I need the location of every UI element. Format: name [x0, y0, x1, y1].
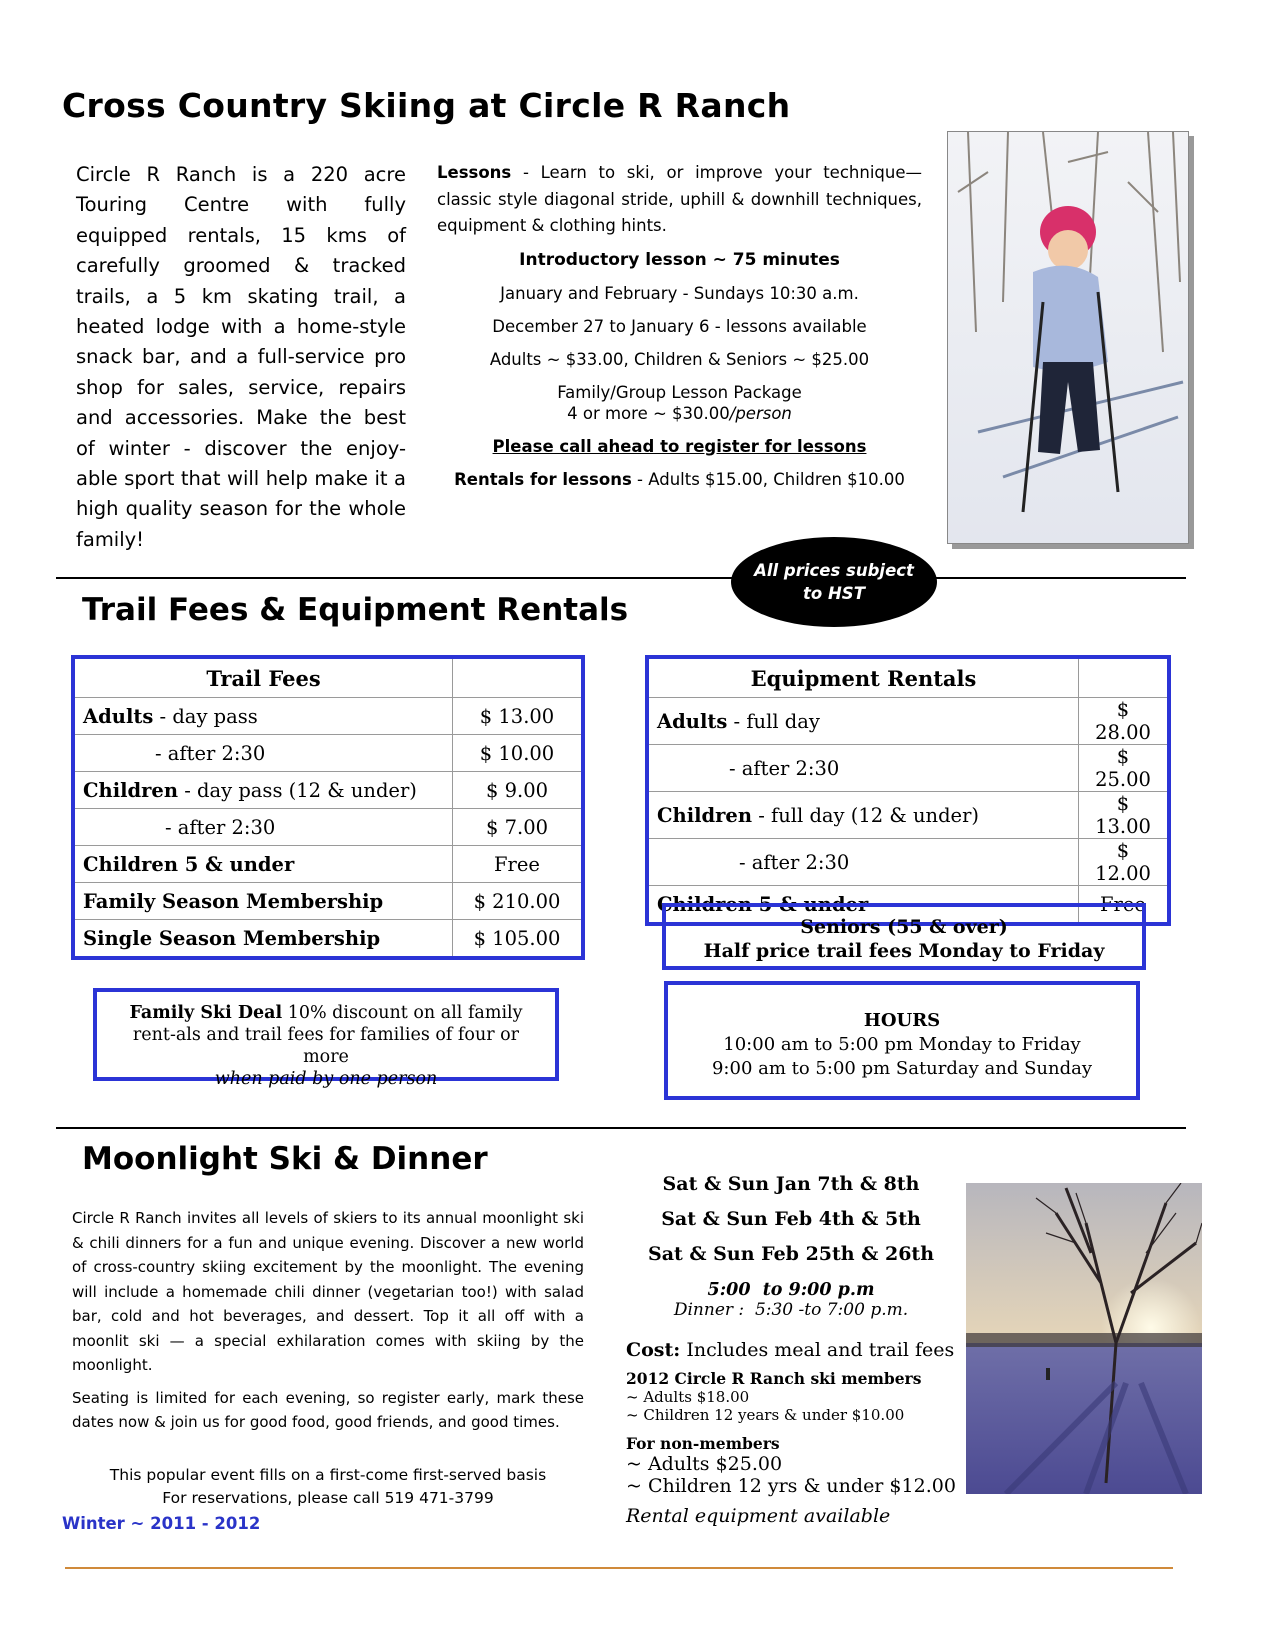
family-deal-label: Family Ski Deal	[129, 1003, 283, 1023]
table-row	[73, 772, 583, 809]
intro-lesson: Introductory lesson ~ 75 minutes	[519, 249, 840, 270]
dinner-time: Dinner : 5:30 -to 7:00 p.m.	[673, 1300, 909, 1320]
row-detail: - full day (12 & under)	[752, 803, 980, 827]
rentals-lessons-label: Rentals for lessons	[454, 469, 632, 489]
row-price: $ 13.00	[453, 698, 584, 735]
row-label: Adults	[657, 709, 728, 733]
event-time: 5:00 to 9:00 p.m	[707, 1280, 875, 1300]
non-members-title: For non-members	[626, 1434, 780, 1453]
table-row	[73, 735, 583, 772]
lesson-holiday: December 27 to January 6 - lessons available	[492, 316, 867, 336]
row-price: $ 28.00	[1079, 698, 1170, 745]
row-price: $ 13.00	[1079, 792, 1170, 839]
row-price: Free	[1079, 886, 1170, 925]
equipment-rentals-table	[645, 655, 1171, 926]
table-row	[647, 745, 1169, 792]
hst-line-1: All prices subject	[754, 561, 914, 580]
seniors-line-1: Seniors (55 & over)	[800, 916, 1008, 938]
hours-box	[664, 981, 1140, 1100]
moonlight-dates	[620, 1167, 962, 1320]
row-price: $ 10.00	[453, 735, 584, 772]
hours-weekday: 10:00 am to 5:00 pm Monday to Friday	[723, 1034, 1081, 1055]
footer-rule	[65, 1567, 1173, 1569]
row-label: Children	[83, 778, 179, 802]
row-price: $ 105.00	[453, 920, 584, 959]
reservation-note-2: For reservations, please call 519 471-3799	[162, 1489, 494, 1507]
table-row	[73, 883, 583, 920]
moonlight-para-2: Seating is limited for each evening, so register early, mark these dates now & join us for good food, good friends, and good times.	[72, 1388, 584, 1431]
intro-paragraph: Circle R Ranch is a 220 acre Touring Centre with fully equipped rentals, 15 kms of carefully groomed & tracked trails, a 5 km skating trail, a heated lodge with a home-style snack bar, and a full-service pro shop for sales, service, repairs and accessories. Make the best of winter - discover the enjoy-able sport that will help make it a high quality season for the whole family!	[76, 163, 406, 551]
row-price: Free	[453, 846, 584, 883]
row-label: Children	[657, 803, 753, 827]
footer-season: Winter ~ 2011 - 2012	[62, 1514, 261, 1533]
row-label: Children 5 & under	[657, 892, 869, 916]
section-divider	[56, 1127, 1186, 1129]
row-label: Adults	[83, 704, 154, 728]
non-members-adults: ~ Adults $25.00	[626, 1453, 783, 1475]
cost-text: Includes meal and trail fees	[680, 1339, 955, 1361]
lessons-label: Lessons	[437, 163, 512, 182]
row-detail: - full day	[727, 709, 820, 733]
skier-photo	[947, 131, 1189, 544]
trail-fees-header: Trail Fees	[73, 657, 453, 698]
moonlight-para-1: Circle R Ranch invites all levels of skiers to its annual moonlight ski & chili dinners for a fun and unique evening. Discover a new world of cross-country skiing excitement by the moonlight. The evening will include a homemade chili dinner (vegetarian too!) with salad bar, cold and hot beverages, and dessert. Top it all off with a moonlit ski — a special exhilaration comes with skiing by the moonlight.	[72, 1209, 584, 1374]
hst-line-2: to HST	[803, 584, 865, 603]
table-row	[647, 839, 1169, 886]
cost-label: Cost:	[626, 1339, 681, 1361]
date-2: Sat & Sun Feb 4th & 5th	[661, 1208, 921, 1230]
row-label: Children 5 & under	[83, 852, 295, 876]
date-3: Sat & Sun Feb 25th & 26th	[647, 1243, 935, 1265]
members-title: 2012 Circle R Ranch ski members	[626, 1369, 922, 1388]
rentals-lessons-text: - Adults $15.00, Children $10.00	[631, 469, 905, 489]
family-deal-text: 10% discount on all family rent-als and trail fees for families of four or more	[132, 1003, 523, 1067]
table-row	[73, 698, 583, 735]
lessons-block	[437, 160, 922, 489]
table-row	[73, 920, 583, 959]
moonlight-photo	[966, 1183, 1202, 1494]
row-price: $ 9.00	[453, 772, 584, 809]
reservation-note-1: This popular event fills on a first-come first-served basis	[109, 1466, 547, 1484]
lesson-schedule: January and February - Sundays 10:30 a.m.	[500, 283, 859, 303]
package-unit: /person	[729, 403, 792, 423]
table-row	[647, 698, 1169, 745]
moonlight-cost	[626, 1339, 966, 1527]
row-price: $ 12.00	[1079, 839, 1170, 886]
rental-available: Rental equipment available	[626, 1505, 891, 1527]
hours-title: HOURS	[863, 1010, 941, 1031]
register-note: Please call ahead to register for lessons	[492, 436, 867, 456]
page-title: Cross Country Skiing at Circle R Ranch	[62, 86, 791, 125]
members-children: ~ Children 12 years & under $10.00	[626, 1406, 905, 1424]
date-1: Sat & Sun Jan 7th & 8th	[662, 1173, 920, 1195]
hst-badge	[731, 537, 937, 627]
trail-fees-table	[71, 655, 585, 960]
row-detail: - after 2:30	[739, 850, 850, 874]
rentals-header: Equipment Rentals	[647, 657, 1079, 698]
package-title: Family/Group Lesson Package	[557, 382, 802, 402]
row-price: $ 25.00	[1079, 745, 1170, 792]
lessons-text: - Learn to ski, or improve your technique—classic style diagonal stride, uphill & downhill techniques, equipment & clothing hints.	[437, 163, 922, 235]
table-row	[647, 792, 1169, 839]
row-label: Single Season Membership	[83, 926, 381, 950]
package-price: 4 or more ~ $30.00	[567, 403, 730, 423]
members-adults: ~ Adults $18.00	[626, 1388, 750, 1406]
trail-section-title: Trail Fees & Equipment Rentals	[82, 592, 629, 628]
seniors-line-2: Half price trail fees Monday to Friday	[703, 940, 1105, 962]
row-detail: - after 2:30	[165, 815, 276, 839]
table-row	[73, 846, 583, 883]
row-price: $ 7.00	[453, 809, 584, 846]
hours-weekend: 9:00 am to 5:00 pm Saturday and Sunday	[711, 1058, 1093, 1079]
row-label: Family Season Membership	[83, 889, 384, 913]
seniors-box	[662, 903, 1146, 970]
reservation-note	[72, 1464, 584, 1510]
table-row	[73, 809, 583, 846]
family-deal-condition: when paid by one person	[214, 1069, 438, 1089]
row-detail: - day pass	[153, 704, 258, 728]
row-detail: - day pass (12 & under)	[178, 778, 417, 802]
non-members-children: ~ Children 12 yrs & under $12.00	[626, 1475, 956, 1497]
row-price: $ 210.00	[453, 883, 584, 920]
lesson-prices: Adults ~ $33.00, Children & Seniors ~ $25.00	[489, 349, 870, 369]
family-deal-box	[93, 988, 559, 1089]
moonlight-title: Moonlight Ski & Dinner	[82, 1141, 488, 1177]
section-divider	[56, 577, 1186, 579]
moonlight-description	[72, 1206, 584, 1443]
row-detail: - after 2:30	[155, 741, 266, 765]
row-detail: - after 2:30	[729, 756, 840, 780]
